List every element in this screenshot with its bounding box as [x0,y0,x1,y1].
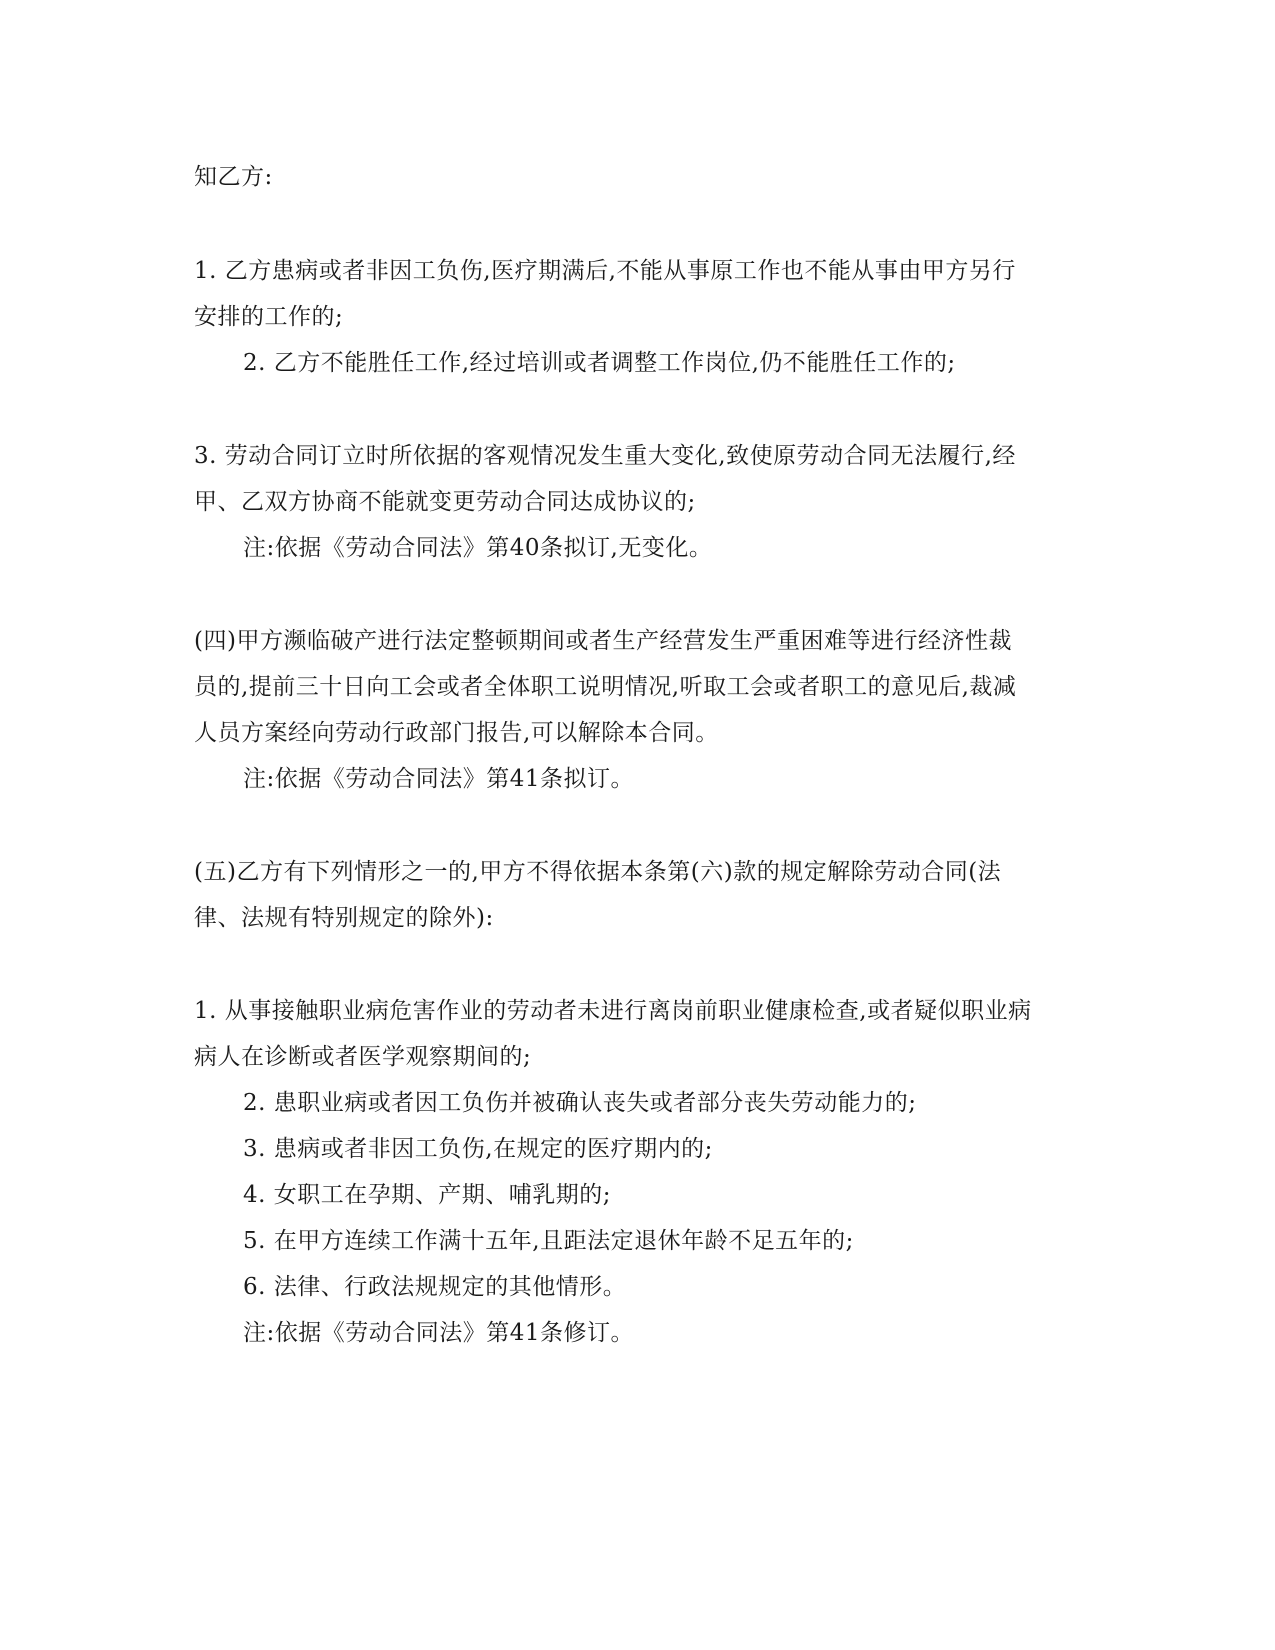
note-line: 注:依据《劳动合同法》第41条拟订。 [243,766,635,792]
text-line: (五)乙方有下列情形之一的,甲方不得依据本条第(六)款的规定解除劳动合同(法 [194,859,1002,885]
text-line: 安排的工作的; [194,304,344,330]
text-line: 知乙方: [194,164,273,190]
text-line: 3. 劳动合同订立时所依据的客观情况发生重大变化,致使原劳动合同无法履行,经 [194,443,1016,469]
text-line: 甲、乙双方协商不能就变更劳动合同达成协议的; [194,489,696,515]
list-item: 2. 患职业病或者因工负伤并被确认丧失或者部分丧失劳动能力的; [243,1090,917,1116]
text-line: 律、法规有特别规定的除外): [194,905,494,931]
text-line: 1. 从事接触职业病危害作业的劳动者未进行离岗前职业健康检查,或者疑似职业病 [194,998,1032,1024]
text-line: (四)甲方濒临破产进行法定整顿期间或者生产经营发生严重困难等进行经济性裁 [194,628,1012,654]
text-line: 1. 乙方患病或者非因工负伤,医疗期满后,不能从事原工作也不能从事由甲方另行 [194,258,1016,284]
note-line: 注:依据《劳动合同法》第40条拟订,无变化。 [243,535,713,561]
list-item: 4. 女职工在孕期、产期、哺乳期的; [243,1182,612,1208]
list-item: 3. 患病或者非因工负伤,在规定的医疗期内的; [243,1136,713,1162]
text-line: 人员方案经向劳动行政部门报告,可以解除本合同。 [194,720,719,746]
note-line: 注:依据《劳动合同法》第41条修订。 [243,1320,635,1346]
list-item: 5. 在甲方连续工作满十五年,且距法定退休年龄不足五年的; [243,1228,854,1254]
text-line: 2. 乙方不能胜任工作,经过培训或者调整工作岗位,仍不能胜任工作的; [243,350,956,376]
list-item: 6. 法律、行政法规规定的其他情形。 [243,1274,627,1300]
text-line: 员的,提前三十日向工会或者全体职工说明情况,听取工会或者职工的意见后,裁减 [194,674,1017,700]
text-line: 病人在诊断或者医学观察期间的; [194,1044,532,1070]
